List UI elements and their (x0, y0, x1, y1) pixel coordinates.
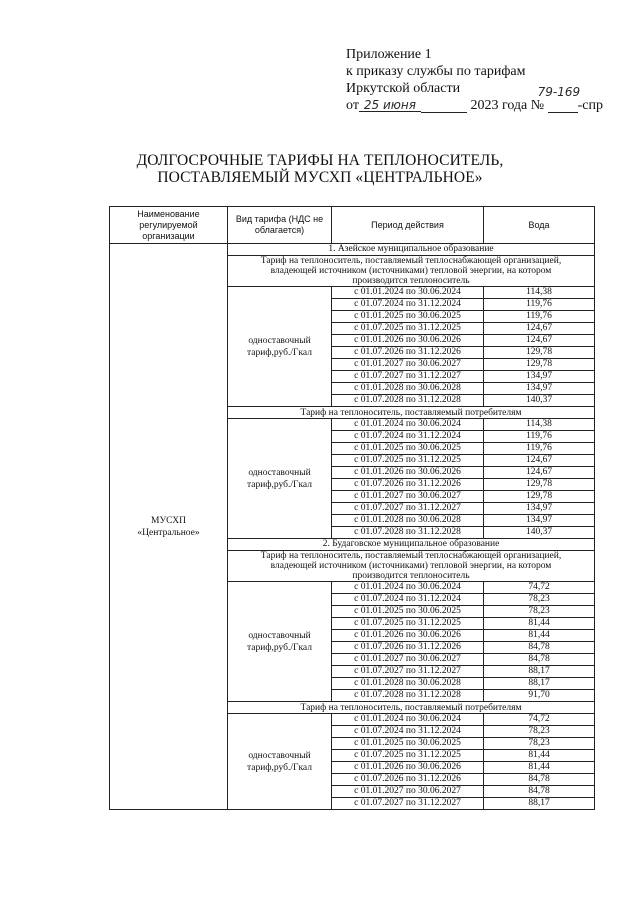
tariff-group-title (228, 551, 595, 582)
period-cell: с 01.01.2024 по 30.06.2024 (332, 714, 484, 726)
period-cell: с 01.07.2027 по 31.12.2027 (332, 503, 484, 515)
water-value-cell: 119,76 (484, 299, 595, 311)
tariff-type-line2: тариф,руб./Гкал (247, 479, 312, 490)
document-header (346, 46, 603, 114)
water-value-cell: 81,44 (484, 630, 595, 642)
tariff-type-line1: одноставочный (248, 467, 311, 478)
title-line-2: ПОСТАВЛЯЕМЫЙ МУСХП «ЦЕНТРАЛЬНОЕ» (157, 169, 483, 186)
date-handwritten: 25 июня (359, 99, 421, 112)
water-value-cell: 84,78 (484, 786, 595, 798)
water-value-cell: 119,76 (484, 443, 595, 455)
period-cell: с 01.07.2026 по 31.12.2026 (332, 347, 484, 359)
water-value-cell: 74,72 (484, 714, 595, 726)
date-prefix: от (346, 98, 359, 113)
period-cell: с 01.07.2025 по 31.12.2025 (332, 323, 484, 335)
water-value-cell: 91,70 (484, 690, 595, 702)
tariff-type-cell (228, 287, 332, 407)
tariff-group-title (228, 256, 595, 287)
water-value-cell: 78,23 (484, 726, 595, 738)
organization-name-line1: МУСХП (151, 515, 186, 526)
period-cell: с 01.01.2026 по 30.06.2026 (332, 335, 484, 347)
document-title (0, 152, 640, 186)
period-cell: с 01.07.2026 по 31.12.2026 (332, 774, 484, 786)
water-value-cell: 140,37 (484, 395, 595, 407)
tariff-type-cell (228, 419, 332, 539)
water-value-cell: 140,37 (484, 527, 595, 539)
period-cell: с 01.01.2027 по 30.06.2027 (332, 654, 484, 666)
period-cell: с 01.01.2027 по 30.06.2027 (332, 786, 484, 798)
period-cell: с 01.01.2025 по 30.06.2025 (332, 738, 484, 750)
tariff-table (109, 206, 595, 810)
water-value-cell: 114,38 (484, 419, 595, 431)
period-cell: с 01.07.2025 по 31.12.2025 (332, 455, 484, 467)
period-cell: с 01.01.2028 по 30.06.2028 (332, 678, 484, 690)
period-cell: с 01.07.2028 по 31.12.2028 (332, 395, 484, 407)
tariff-group-title (228, 702, 595, 714)
period-cell: с 01.01.2024 по 30.06.2024 (332, 287, 484, 299)
organization-name-line2: «Центральное» (137, 527, 200, 538)
water-value-cell: 134,97 (484, 371, 595, 383)
period-cell: с 01.07.2027 по 31.12.2027 (332, 371, 484, 383)
header-water: Вода (484, 207, 595, 244)
period-cell: с 01.07.2026 по 31.12.2026 (332, 479, 484, 491)
date-blank (421, 100, 467, 113)
period-cell: с 01.07.2024 по 31.12.2024 (332, 726, 484, 738)
number-blank (537, 85, 581, 113)
period-cell: с 01.01.2028 по 30.06.2028 (332, 515, 484, 527)
period-cell: с 01.01.2028 по 30.06.2028 (332, 383, 484, 395)
appendix-label: Приложение 1 (346, 47, 432, 62)
water-value-cell: 119,76 (484, 311, 595, 323)
period-cell: с 01.01.2027 по 30.06.2027 (332, 491, 484, 503)
water-value-cell: 84,78 (484, 774, 595, 786)
water-value-cell: 78,23 (484, 594, 595, 606)
period-cell: с 01.07.2027 по 31.12.2027 (332, 666, 484, 678)
period-cell: с 01.01.2024 по 30.06.2024 (332, 582, 484, 594)
tariff-group-title-line: владеющей источником (источниками) тепловой энергии, на котором (270, 266, 552, 276)
tariff-group-title (228, 407, 595, 419)
water-value-cell: 84,78 (484, 642, 595, 654)
tariff-type-line1: одноставочный (248, 335, 311, 346)
period-cell: с 01.07.2024 по 31.12.2024 (332, 431, 484, 443)
period-cell: с 01.07.2028 по 31.12.2028 (332, 690, 484, 702)
water-value-cell: 119,76 (484, 431, 595, 443)
water-value-cell: 124,67 (484, 323, 595, 335)
period-cell: с 01.01.2026 по 30.06.2026 (332, 630, 484, 642)
water-value-cell: 124,67 (484, 467, 595, 479)
water-value-cell: 88,17 (484, 798, 595, 810)
tariff-group-title-line: производится теплоноситель (352, 276, 470, 286)
period-cell: с 01.01.2026 по 30.06.2026 (332, 467, 484, 479)
water-value-cell: 129,78 (484, 347, 595, 359)
water-value-cell: 84,78 (484, 654, 595, 666)
period-cell: с 01.01.2025 по 30.06.2025 (332, 443, 484, 455)
period-cell: с 01.07.2025 по 31.12.2025 (332, 750, 484, 762)
table-header-row (110, 207, 595, 244)
water-value-cell: 129,78 (484, 491, 595, 503)
period-cell: с 01.07.2028 по 31.12.2028 (332, 527, 484, 539)
title-line-1: ДОЛГОСРОЧНЫЕ ТАРИФЫ НА ТЕПЛОНОСИТЕЛЬ, (136, 152, 504, 169)
water-value-cell: 74,72 (484, 582, 595, 594)
municipality-name: 2. Будаговское муниципальное образование (228, 539, 595, 551)
period-cell: с 01.07.2027 по 31.12.2027 (332, 798, 484, 810)
water-value-cell: 134,97 (484, 383, 595, 395)
tariff-group-title-line: производится теплоноситель (352, 571, 470, 581)
header-period: Период действия (332, 207, 484, 244)
tariff-group-title-line: Тариф на теплоноситель, поставляемый потребителям (300, 702, 522, 713)
municipality-row (110, 244, 595, 256)
water-value-cell: 81,44 (484, 762, 595, 774)
water-value-cell: 78,23 (484, 738, 595, 750)
water-value-cell: 81,44 (484, 750, 595, 762)
period-cell: с 01.07.2025 по 31.12.2025 (332, 618, 484, 630)
water-value-cell: 134,97 (484, 515, 595, 527)
tariff-type-line1: одноставочный (248, 630, 311, 641)
period-cell: с 01.07.2024 по 31.12.2024 (332, 594, 484, 606)
tariff-type-line2: тариф,руб./Гкал (247, 347, 312, 358)
water-value-cell: 88,17 (484, 678, 595, 690)
period-cell: с 01.07.2024 по 31.12.2024 (332, 299, 484, 311)
tariff-group-title-line: владеющей источником (источниками) тепловой энергии, на котором (270, 561, 552, 571)
water-value-cell: 81,44 (484, 618, 595, 630)
tariff-type-line2: тариф,руб./Гкал (247, 642, 312, 653)
number-suffix: -спр (577, 98, 603, 113)
tariff-group-title-line: Тариф на теплоноситель, поставляемый потребителям (300, 407, 522, 418)
water-value-cell: 129,78 (484, 479, 595, 491)
water-value-cell: 78,23 (484, 606, 595, 618)
order-line: к приказу службы по тарифам (346, 64, 526, 79)
tariff-group-title-line: Тариф на теплоноситель, поставляемый теплоснабжающей организацией, (260, 551, 562, 561)
organization-cell (110, 244, 228, 810)
tariff-type-cell (228, 714, 332, 810)
water-value-cell: 129,78 (484, 359, 595, 371)
date-suffix: 2023 года № (470, 98, 545, 113)
period-cell: с 01.01.2025 по 30.06.2025 (332, 606, 484, 618)
tariff-group-title-line: Тариф на теплоноситель, поставляемый теплоснабжающей организацией, (260, 256, 562, 266)
tariff-type-cell (228, 582, 332, 702)
header-organization: Наименование регулируемой организации (110, 207, 228, 244)
tariff-type-line2: тариф,руб./Гкал (247, 762, 312, 773)
municipality-name: 1. Азейское муниципальное образование (228, 244, 595, 256)
number-handwritten: 79-169 (537, 85, 581, 99)
period-cell: с 01.07.2026 по 31.12.2026 (332, 642, 484, 654)
period-cell: с 01.01.2025 по 30.06.2025 (332, 311, 484, 323)
period-cell: с 01.01.2027 по 30.06.2027 (332, 359, 484, 371)
water-value-cell: 134,97 (484, 503, 595, 515)
water-value-cell: 114,38 (484, 287, 595, 299)
water-value-cell: 124,67 (484, 335, 595, 347)
tariff-type-line1: одноставочный (248, 750, 311, 761)
water-value-cell: 124,67 (484, 455, 595, 467)
water-value-cell: 88,17 (484, 666, 595, 678)
region-line: Иркутской области (346, 81, 461, 96)
period-cell: с 01.01.2024 по 30.06.2024 (332, 419, 484, 431)
header-tariff-type: Вид тарифа (НДС не облагается) (228, 207, 332, 244)
period-cell: с 01.01.2026 по 30.06.2026 (332, 762, 484, 774)
